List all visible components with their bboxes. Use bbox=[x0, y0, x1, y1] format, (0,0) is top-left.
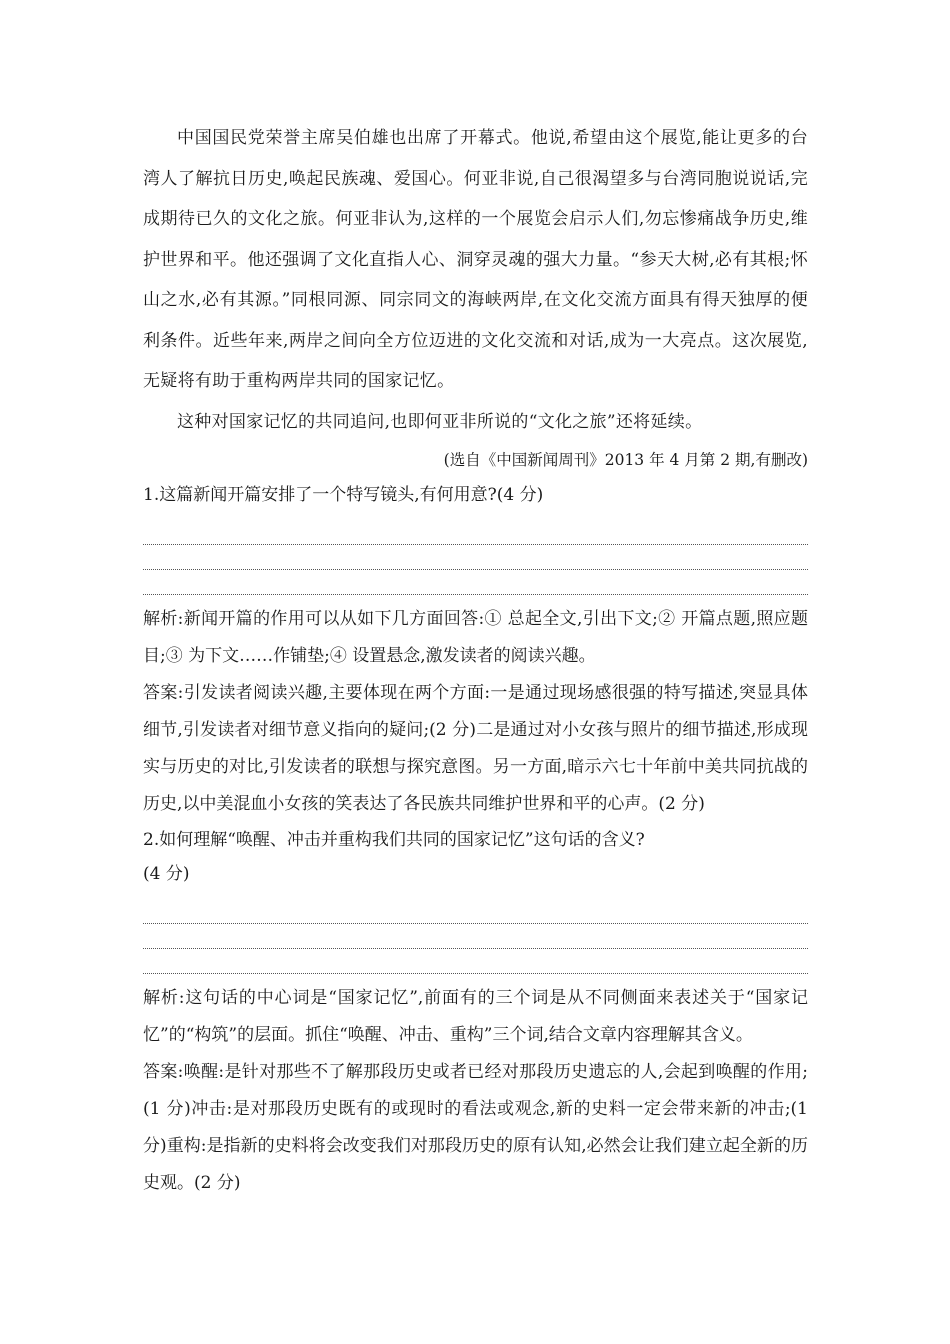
analysis-q2: 解析:这句话的中心词是“国家记忆”,前面有的三个词是从不同侧面来表述关于“国家记忆”的“构筑”的层面。抓住“唤醒、冲击、重构”三个词,结合文章内容理解其含义。 bbox=[143, 988, 808, 1045]
article-paragraph-2: 这种对国家记忆的共同追问,也即何亚非所说的“文化之旅”还将延续。 bbox=[177, 411, 703, 432]
question-2: 2.如何理解“唤醒、冲击并重构我们共同的国家记忆”这句话的含义? bbox=[143, 830, 645, 850]
answer-line bbox=[143, 899, 808, 924]
document-page bbox=[143, 118, 808, 1202]
answer-q1: 答案:引发读者阅读兴趣,主要体现在两个方面:一是通过现场感很强的特写描述,突显具体细节,引发读者对细节意义指向的疑问;(2 分)二是通过对小女孩与照片的细节描述,形成现实与历史的对比,引发读者的联想与探究意图。另一方面,暗示六七十年前中美共同抗战的历史,以中美混血小女孩的笑表达了各民族共同维护世界和平的心声。(2 分) bbox=[143, 683, 808, 814]
answer-line bbox=[143, 545, 808, 570]
article-source: (选自《中国新闻周刊》2013 年 4 月第 2 期,有删改) bbox=[443, 451, 808, 469]
question-2-score: (4 分) bbox=[143, 864, 190, 884]
answer-line bbox=[143, 949, 808, 974]
analysis-q1: 解析:新闻开篇的作用可以从如下几方面回答:① 总起全文,引出下文;② 开篇点题,照应题目;③ 为下文……作铺垫;④ 设置悬念,激发读者的阅读兴趣。 bbox=[143, 609, 808, 666]
answer-line bbox=[143, 520, 808, 545]
answer-q2: 答案:唤醒:是针对那些不了解那段历史或者已经对那段历史遗忘的人,会起到唤醒的作用;(1 分)冲击:是对那段历史既有的或现时的看法或观念,新的史料一定会带来新的冲击;(1 分)重构:是指新的史料将会改变我们对那段历史的原有认知,必然会让我们建立起全新的历史观。(2 分) bbox=[143, 1062, 808, 1193]
answer-lines-q2 bbox=[143, 899, 808, 974]
article-paragraph-1: 中国国民党荣誉主席吴伯雄也出席了开幕式。他说,希望由这个展览,能让更多的台湾人了解抗日历史,唤起民族魂、爱国心。何亚非说,自己很渴望多与台湾同胞说说话,完成期待已久的文化之旅。何亚非认为,这样的一个展览会启示人们,勿忘惨痛战争历史,维护世界和平。他还强调了文化直指人心、洞穿灵魂的强大力量。“参天大树,必有其根;怀山之水,必有其源。”同根同源、同宗同文的海峡两岸,在文化交流方面具有得天独厚的便利条件。近些年来,两岸之间向全方位迈进的文化交流和对话,成为一大亮点。这次展览,无疑将有助于重构两岸共同的国家记忆。 bbox=[143, 128, 808, 391]
answer-line bbox=[143, 570, 808, 595]
question-1: 1.这篇新闻开篇安排了一个特写镜头,有何用意?(4 分) bbox=[143, 485, 544, 505]
answer-line bbox=[143, 924, 808, 949]
answer-lines-q1 bbox=[143, 520, 808, 595]
